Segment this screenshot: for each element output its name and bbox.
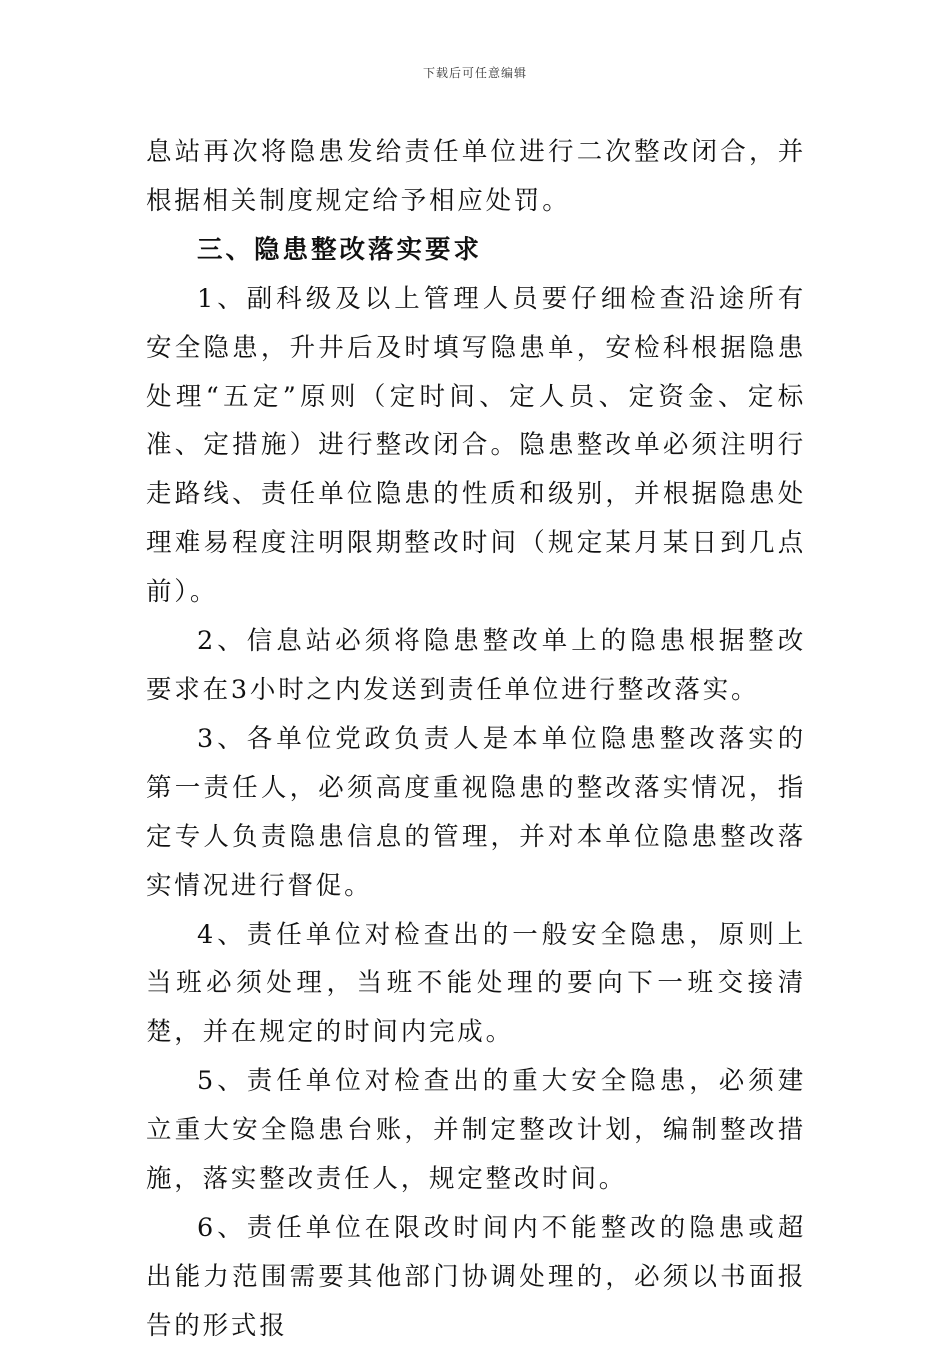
requirement-item-5: 5、责任单位对检查出的重大安全隐患，必须建立重大安全隐患台账，并制定整改计划，编制整改措施，落实整改责任人，规定整改时间。: [146, 1066, 806, 1195]
requirement-item-4: 4、责任单位对检查出的一般安全隐患，原则上当班必须处理，当班不能处理的要向下一班交接清楚，并在规定的时间内完成。: [146, 919, 806, 1048]
continuation-paragraph: 息站再次将隐患发给责任单位进行二次整改闭合，并根据相关制度规定给予相应处罚。: [146, 137, 806, 216]
requirement-item-2: 2、信息站必须将隐患整改单上的隐患根据整改要求在3小时之内发送到责任单位进行整改落实。: [146, 626, 806, 705]
requirement-item-6: 6、责任单位在限改时间内不能整改的隐患或超出能力范围需要其他部门协调处理的，必须以书面报告的形式报: [146, 1212, 806, 1341]
section-heading: 三、隐患整改落实要求: [197, 234, 483, 265]
requirement-item-1: 1、副科级及以上管理人员要仔细检查沿途所有安全隐患，升井后及时填写隐患单，安检科根据隐患处理“五定”原则（定时间、定人员、定资金、定标准、定措施）进行整改闭合。隐患整改单必须注明行走路线、责任单位隐患的性质和级别，并根据隐患处理难易程度注明限期整改时间（规定某月某日到几点前）。: [146, 283, 806, 608]
document-body: [146, 128, 806, 1351]
requirement-item-3: 3、各单位党政负责人是本单位隐患整改落实的第一责任人，必须高度重视隐患的整改落实情况，指定专人负责隐患信息的管理，并对本单位隐患整改落实情况进行督促。: [146, 723, 806, 901]
header-note: 下载后可任意编辑: [422, 66, 527, 80]
